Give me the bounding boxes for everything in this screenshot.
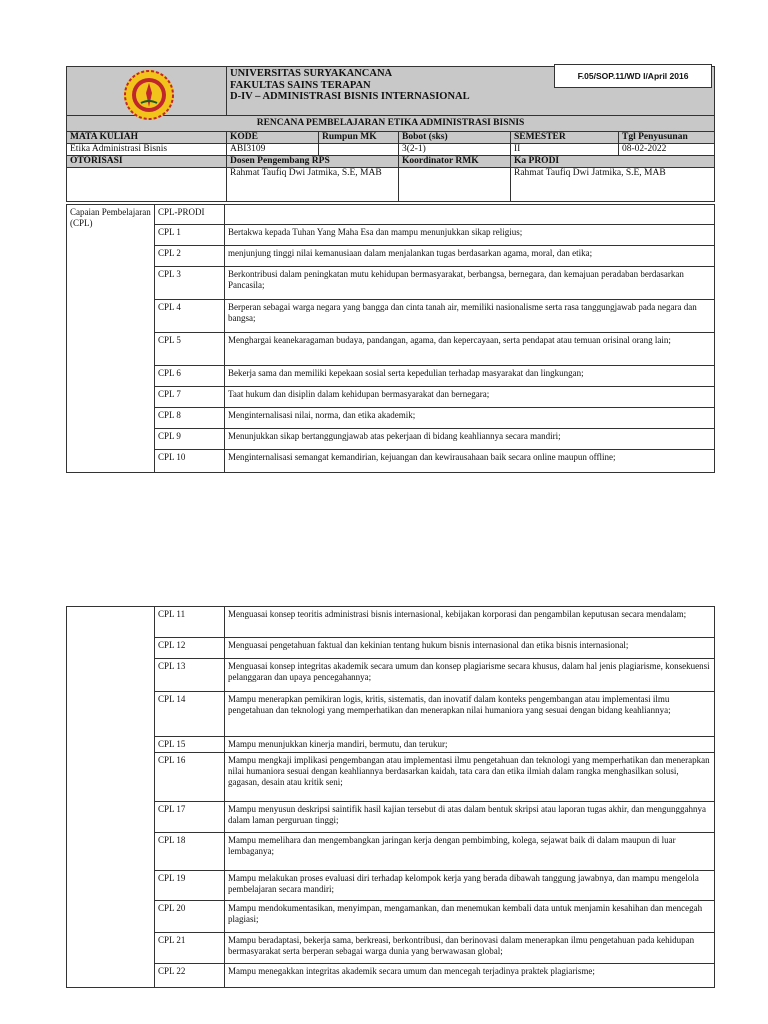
- cpl-code: CPL 2: [155, 246, 225, 267]
- cpl-code: CPL 11: [155, 607, 225, 638]
- cpl-description: Menguasai konsep teoritis administrasi bisnis internasional, kebijakan korporasi dan pengambilan keputusan secara mendalam;: [225, 607, 715, 638]
- table-row: [67, 802, 715, 833]
- value-kode: ABI3109: [227, 144, 319, 156]
- table-row: [67, 933, 715, 964]
- table-row: [67, 429, 715, 450]
- value-dosen: Rahmat Taufiq Dwi Jatmika, S.E, MAB: [227, 168, 399, 202]
- cpl-code: CPL 19: [155, 871, 225, 901]
- cpl-side-empty: [67, 607, 155, 988]
- cpl-description: Menginternalisasi nilai, norma, dan etika akademik;: [225, 408, 715, 429]
- cpl-description: Berkontribusi dalam peningkatan mutu kehidupan bermasyarakat, berbangsa, bernegara, dan kemajuan peradaban berdasarkan Pancasila;: [225, 267, 715, 300]
- value-semester: II: [511, 144, 619, 156]
- cpl-description: Menunjukkan sikap bertanggungjawab atas pekerjaan di bidang keahliannya secara mandiri;: [225, 429, 715, 450]
- cpl-code: CPL 1: [155, 225, 225, 246]
- cpl-code: CPL 9: [155, 429, 225, 450]
- label-mata-kuliah: MATA KULIAH: [67, 132, 227, 144]
- university-name: UNIVERSITAS SURYAKANCANA: [230, 68, 393, 79]
- cpl-code: CPL 10: [155, 450, 225, 473]
- table-row: [67, 638, 715, 659]
- value-koordinator: [399, 168, 511, 202]
- cpl-description: Mampu melakukan proses evaluasi diri terhadap kelompok kerja yang berada dibawah tanggung jawabnya, dan mampu mengelola pembelajaran secara mandiri;: [225, 871, 715, 901]
- cpl-code: CPL 5: [155, 333, 225, 366]
- cpl-description: Mampu menunjukkan kinerja mandiri, bermutu, dan terukur;: [225, 737, 715, 753]
- cpl-code: CPL 3: [155, 267, 225, 300]
- table-row: [67, 246, 715, 267]
- label-rumpun: Rumpun MK: [319, 132, 399, 144]
- table-row: [67, 753, 715, 802]
- cpl-code: CPL 17: [155, 802, 225, 833]
- cpl-description: Menginternalisasi semangat kemandirian, kejuangan dan kewirausahaan baik secara online maupun offline;: [225, 450, 715, 473]
- cpl-description: Menghargai keanekaragaman budaya, pandangan, agama, dan kepercayaan, serta pendapat atau temuan orisinal orang lain;: [225, 333, 715, 366]
- logo-cell: [67, 67, 227, 116]
- table-row: [67, 225, 715, 246]
- value-mata-kuliah: Etika Administrasi Bisnis: [67, 144, 227, 156]
- table-row: [67, 833, 715, 871]
- table-row: [67, 692, 715, 737]
- label-kode: KODE: [227, 132, 319, 144]
- cpl-description: Menguasai konsep integritas akademik secara umum dan konsep plagiarisme secara khusus, dalam hal jenis plagiarisme, konsekuensi pelanggaran dan upaya pencegahannya;: [225, 659, 715, 692]
- cpl-description: Mampu menegakkan integritas akademik secara umum dan mencegah terjadinya praktek plagiarisme;: [225, 964, 715, 988]
- program-name: D-IV – ADMINISTRASI BISNIS INTERNASIONAL: [230, 91, 470, 102]
- table-row: [67, 333, 715, 366]
- otorisasi-empty: [67, 168, 227, 202]
- cpl-prodi-empty: [225, 205, 715, 225]
- table-row: [67, 387, 715, 408]
- cpl-description: Menguasai pengetahuan faktual dan kekinian tentang hukum bisnis internasional dan etika bisnis internasional;: [225, 638, 715, 659]
- label-dosen: Dosen Pengembang RPS: [227, 156, 399, 168]
- document-code-box: F.05/SOP.11/WD I/April 2016: [554, 64, 712, 88]
- cpl-table-page1: [66, 204, 715, 473]
- cpl-code: CPL 7: [155, 387, 225, 408]
- cpl-side-label: Capaian Pembelajaran (CPL): [67, 205, 155, 473]
- table-row: [67, 366, 715, 387]
- cpl-code: CPL 15: [155, 737, 225, 753]
- cpl-code: CPL 21: [155, 933, 225, 964]
- faculty-name: FAKULTAS SAINS TERAPAN: [230, 79, 371, 91]
- table-row: [67, 901, 715, 933]
- label-koordinator: Koordinator RMK: [399, 156, 511, 168]
- label-kaprodi: Ka PRODI: [511, 156, 715, 168]
- cpl-code: CPL 20: [155, 901, 225, 933]
- cpl-code: CPL 12: [155, 638, 225, 659]
- label-otorisasi: OTORISASI: [67, 156, 227, 168]
- label-bobot: Bobot (sks): [399, 132, 511, 144]
- cpl-description: Mampu menerapkan pemikiran logis, kritis, sistematis, dan inovatif dalam konteks pengembangan atau implementasi ilmu pengetahuan dan teknologi yang memperhatikan dan menerapkan nilai humaniora yang sesuai dengan bidang keahliannya;: [225, 692, 715, 737]
- cpl-prodi-label: CPL-PRODI: [155, 205, 225, 225]
- cpl-description: Mampu memelihara dan mengembangkan jaringan kerja dengan pembimbing, kolega, sejawat baik di dalam maupun di luar lembaganya;: [225, 833, 715, 871]
- cpl-code: CPL 4: [155, 300, 225, 333]
- table-row: [67, 450, 715, 473]
- value-kaprodi: Rahmat Taufiq Dwi Jatmika, S.E, MAB: [511, 168, 715, 202]
- cpl-code: CPL 22: [155, 964, 225, 988]
- table-row: [67, 871, 715, 901]
- cpl-description: Mampu mendokumentasikan, menyimpan, mengamankan, dan menemukan kembali data untuk menjamin kesahihan dan mencegah plagiasi;: [225, 901, 715, 933]
- value-tgl: 08-02-2022: [619, 144, 715, 156]
- cpl-code: CPL 6: [155, 366, 225, 387]
- cpl-code: CPL 18: [155, 833, 225, 871]
- cpl-table-page2: [66, 606, 715, 988]
- cpl-code: CPL 16: [155, 753, 225, 802]
- value-bobot: 3(2-1): [399, 144, 511, 156]
- cpl-description: Berperan sebagai warga negara yang bangga dan cinta tanah air, memiliki nasionalisme serta rasa tanggungjawab pada negara dan bangsa;: [225, 300, 715, 333]
- table-row: [67, 964, 715, 988]
- cpl-code: CPL 14: [155, 692, 225, 737]
- cpl-description: menjunjung tinggi nilai kemanusiaan dalam menjalankan tugas berdasarkan agama, moral, dan etika;: [225, 246, 715, 267]
- label-semester: SEMESTER: [511, 132, 619, 144]
- table-row: [67, 659, 715, 692]
- table-row: [67, 607, 715, 638]
- table-row: [67, 408, 715, 429]
- university-logo-icon: [123, 69, 175, 121]
- cpl-description: Bekerja sama dan memiliki kepekaan sosial serta kepedulian terhadap masyarakat dan lingkungan;: [225, 366, 715, 387]
- cpl-description: Taat hukum dan disiplin dalam kehidupan bermasyarakat dan bernegara;: [225, 387, 715, 408]
- cpl-description: Mampu menyusun deskripsi saintifik hasil kajian tersebut di atas dalam bentuk skripsi atau laporan tugas akhir, dan mengunggahnya dalam laman perguruan tinggi;: [225, 802, 715, 833]
- cpl-code: CPL 13: [155, 659, 225, 692]
- rps-title: RENCANA PEMBELAJARAN ETIKA ADMINISTRASI BISNIS: [67, 116, 715, 132]
- table-row: [67, 737, 715, 753]
- table-row: [67, 300, 715, 333]
- cpl-description: Mampu beradaptasi, bekerja sama, berkreasi, berkontribusi, dan berinovasi dalam menerapkan ilmu pengetahuan pada kehidupan bermasyarakat serta berperan sebagai warga dunia yang berwawasan global;: [225, 933, 715, 964]
- cpl-description: Mampu mengkaji implikasi pengembangan atau implementasi ilmu pengetahuan dan teknologi yang memperhatikan dan menerapkan nilai humaniora sesuai dengan keahliannya berdasarkan kaidah, tata cara dan etika ilmiah dalam rangka menghasilkan solusi, gagasan, desain atau kritik seni;: [225, 753, 715, 802]
- table-row: [67, 267, 715, 300]
- cpl-code: CPL 8: [155, 408, 225, 429]
- cpl-description: Bertakwa kepada Tuhan Yang Maha Esa dan mampu menunjukkan sikap religius;: [225, 225, 715, 246]
- label-tgl: Tgl Penyusunan: [619, 132, 715, 144]
- value-rumpun: [319, 144, 399, 156]
